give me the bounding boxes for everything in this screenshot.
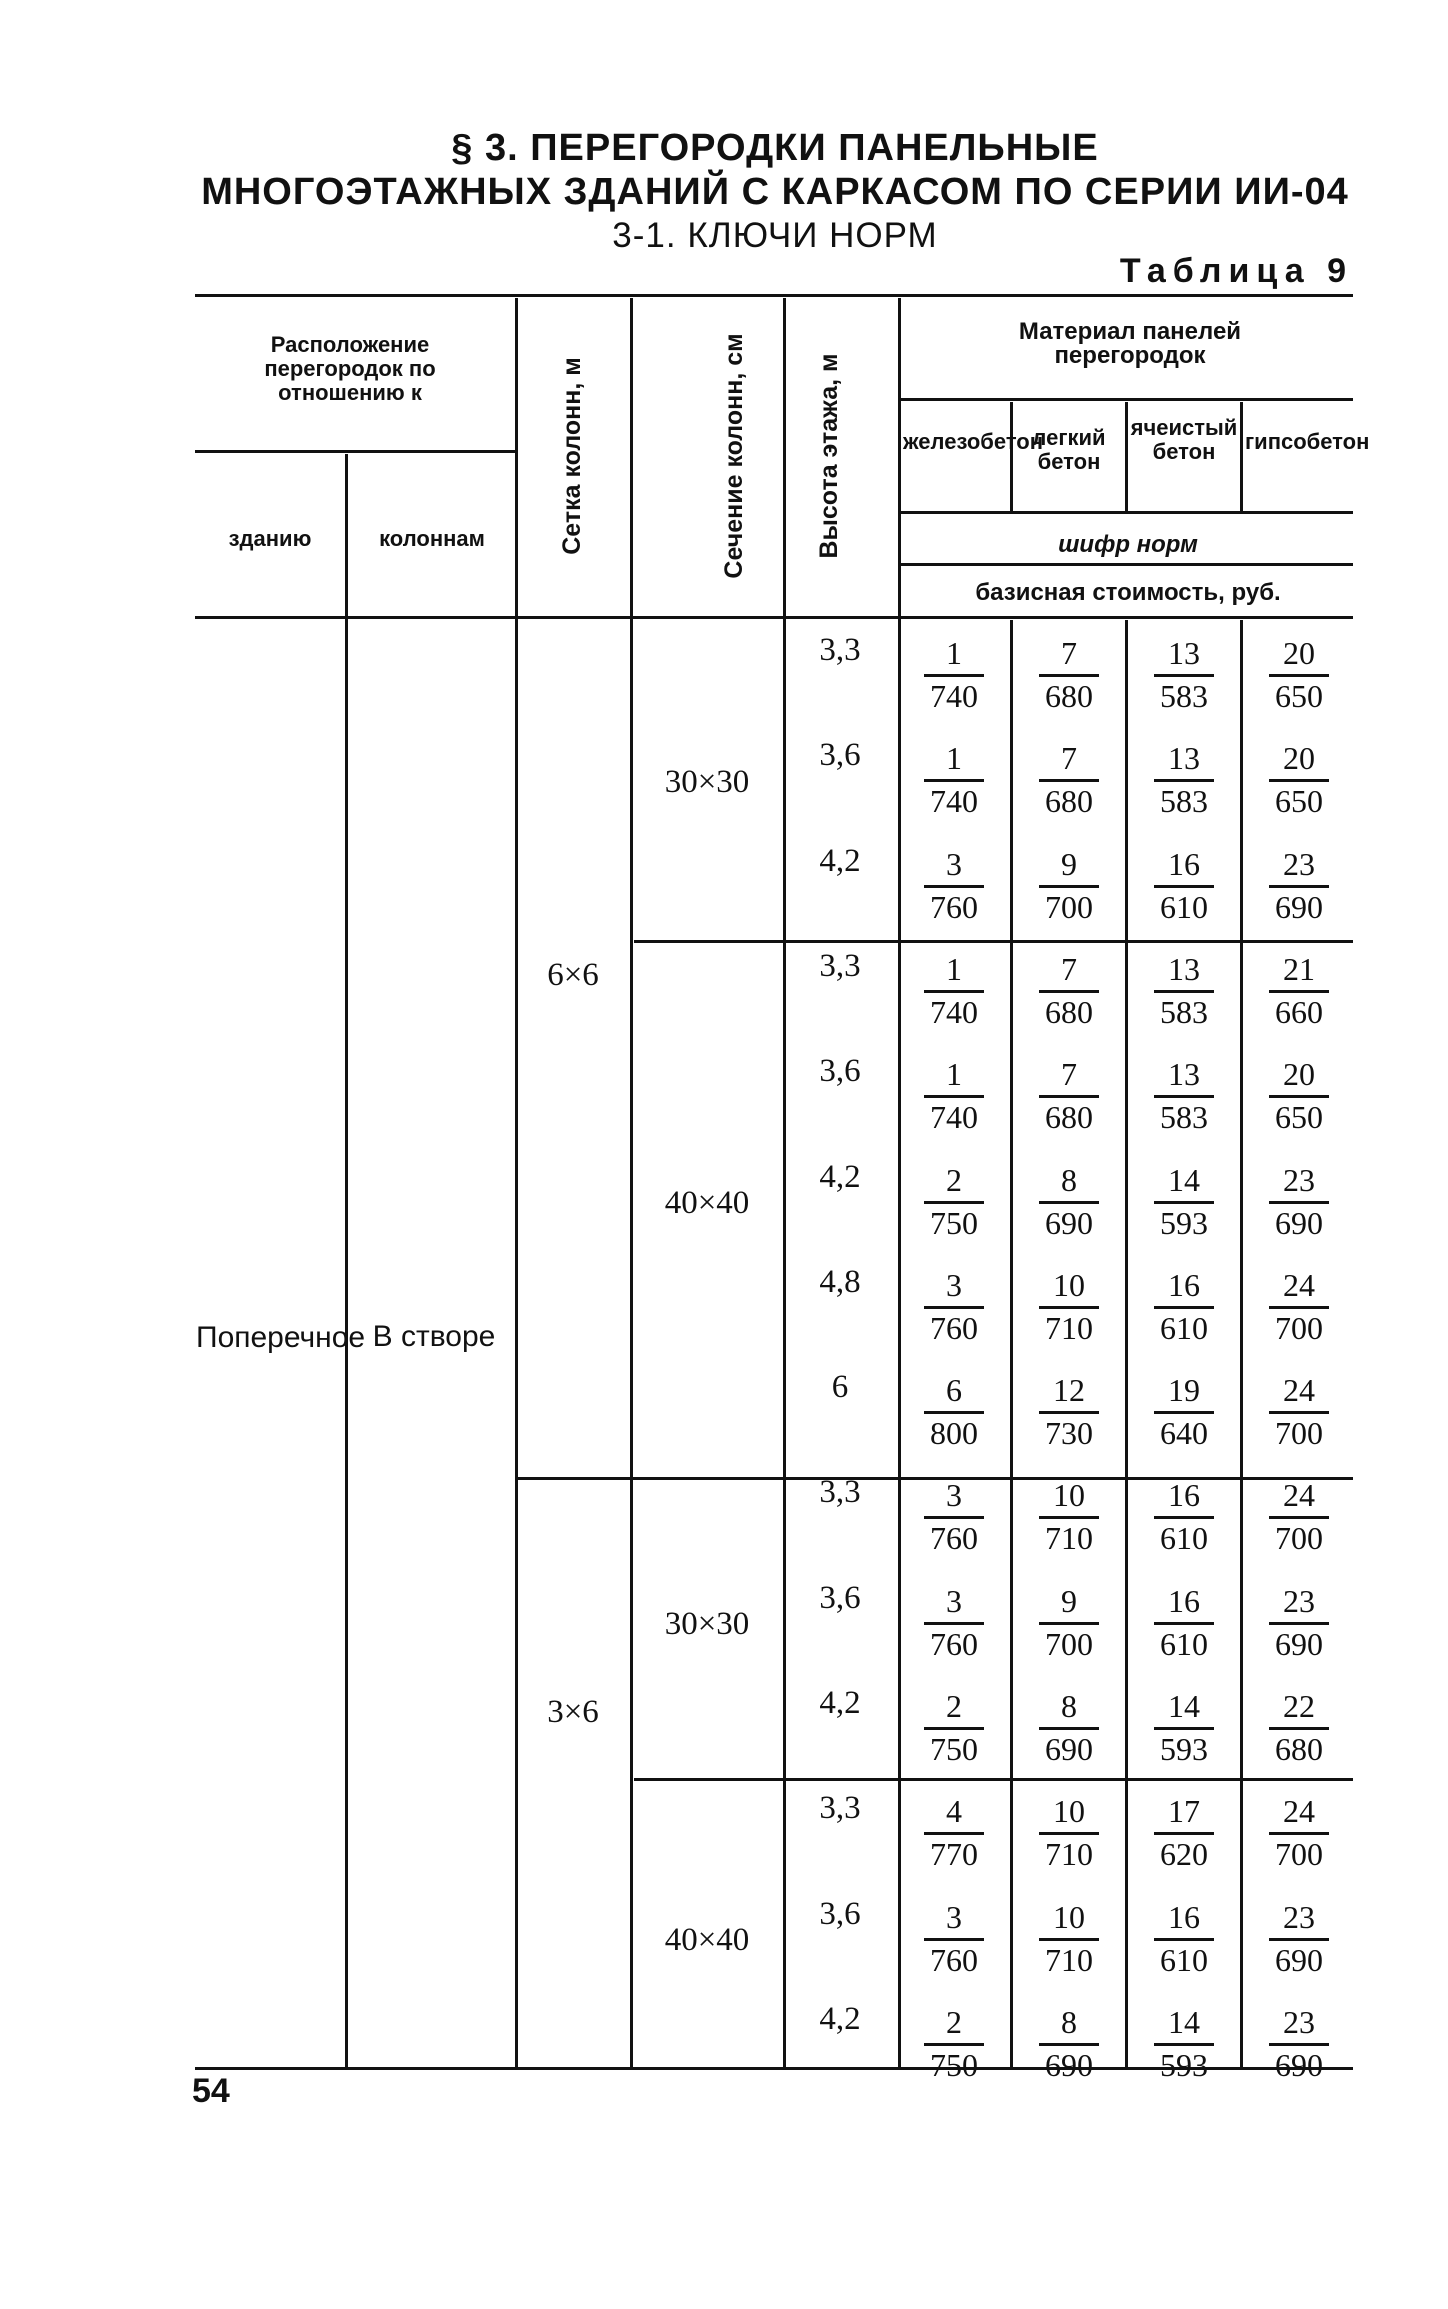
- norm-fraction-cell: [1035, 1268, 1103, 1345]
- base-cost: 610: [1160, 1309, 1208, 1346]
- norm-fraction-cell: [1150, 1163, 1218, 1240]
- mat-body-rule-1: [1010, 620, 1013, 2067]
- norm-fraction-cell: [1265, 1794, 1333, 1871]
- norm-code: 23: [1283, 1161, 1315, 1198]
- norm-fraction-cell: [1265, 952, 1333, 1029]
- norm-fraction-cell: [1150, 2005, 1218, 2082]
- norm-fraction-cell: [920, 1794, 988, 1871]
- base-cost: 680: [1045, 993, 1093, 1030]
- base-cost: 750: [930, 2046, 978, 2083]
- col-rule-columns: [515, 298, 518, 2067]
- norm-fraction-cell: [1265, 636, 1333, 713]
- fraction-bar: [924, 1306, 984, 1309]
- norm-code: 13: [1168, 635, 1200, 671]
- norm-fraction-cell: [1265, 1163, 1333, 1240]
- fraction-bar: [1154, 990, 1214, 993]
- norm-code: 16: [1168, 1898, 1200, 1935]
- norm-fraction-cell: [920, 1900, 988, 1977]
- section-sep-3x6: [634, 1778, 1353, 1781]
- materials-rule: [900, 511, 1353, 514]
- norm-code: 14: [1168, 1688, 1200, 1724]
- floor-height-cell: 3,3: [819, 1790, 861, 1827]
- norm-code: 16: [1168, 845, 1200, 882]
- norm-code: 16: [1168, 1266, 1200, 1303]
- base-cost: 700: [1275, 1836, 1323, 1873]
- fraction-bar: [1039, 1832, 1099, 1835]
- fraction-bar: [1154, 1727, 1214, 1730]
- norm-fraction-cell: [920, 636, 988, 713]
- base-cost: 650: [1275, 1099, 1323, 1136]
- base-cost: 740: [930, 678, 978, 714]
- norm-fraction-cell: [1035, 636, 1103, 713]
- fraction-bar: [1039, 779, 1099, 782]
- norm-fraction-cell: [1150, 1584, 1218, 1661]
- fraction-bar: [1039, 1727, 1099, 1730]
- norm-fraction-cell: [1035, 952, 1103, 1029]
- base-cost: 700: [1275, 1415, 1323, 1452]
- base-cost: 680: [1045, 1099, 1093, 1136]
- fraction-bar: [924, 1832, 984, 1835]
- floor-height-cell: 4,2: [819, 842, 861, 879]
- norm-fraction-cell: [920, 741, 988, 818]
- fraction-bar: [924, 2043, 984, 2046]
- column-section-cell: 30×30: [664, 763, 750, 800]
- section-title-line2: МНОГОЭТАЖНЫХ ЗДАНИЙ С КАРКАСОМ ПО СЕРИИ ИИ-04: [201, 171, 1349, 213]
- fraction-bar: [924, 1516, 984, 1519]
- base-cost: 760: [930, 1941, 978, 1978]
- to-building-header: зданию: [228, 526, 312, 551]
- norm-fraction-cell: [920, 1268, 988, 1345]
- norm-code: 7: [1061, 635, 1077, 671]
- fraction-bar: [1039, 1516, 1099, 1519]
- norm-code: 2: [946, 1688, 962, 1724]
- fraction-bar: [1269, 885, 1329, 888]
- base-cost: 700: [1275, 1520, 1323, 1557]
- base-cost: 640: [1160, 1415, 1208, 1452]
- fraction-bar: [1154, 1832, 1214, 1835]
- fraction-bar: [1154, 1938, 1214, 1941]
- norm-fraction-cell: [920, 952, 988, 1029]
- base-cost: 690: [1275, 2046, 1323, 2083]
- norm-code: 7: [1061, 1056, 1077, 1093]
- norm-code: 4: [946, 1793, 962, 1830]
- fraction-bar: [1154, 2043, 1214, 2046]
- col-rule-height: [898, 298, 901, 2067]
- base-cost: 750: [930, 1204, 978, 1241]
- floor-height-cell: 3,6: [819, 737, 861, 774]
- floor-height-cell: 3,3: [819, 1474, 861, 1511]
- base-cost: 650: [1275, 678, 1323, 714]
- fraction-bar: [924, 779, 984, 782]
- floor-height-cell: 3,3: [819, 947, 861, 984]
- norm-code: 24: [1283, 1793, 1315, 1830]
- fraction-bar: [1039, 885, 1099, 888]
- norm-code: 24: [1283, 1266, 1315, 1303]
- norm-code: 9: [1061, 845, 1077, 882]
- norm-code: 16: [1168, 1477, 1200, 1514]
- base-cost: 710: [1045, 1836, 1093, 1873]
- code-header: шифр норм: [1058, 531, 1198, 558]
- base-cost: 760: [930, 888, 978, 925]
- norm-code: 17: [1168, 1793, 1200, 1830]
- fraction-bar: [924, 674, 984, 677]
- floor-height-cell: 3,6: [819, 1053, 861, 1090]
- base-cost: 690: [1275, 1625, 1323, 1662]
- fraction-bar: [1269, 779, 1329, 782]
- floor-height-cell: 3,6: [819, 1579, 861, 1616]
- fraction-bar: [1039, 674, 1099, 677]
- floor-height-cell: 3,3: [819, 632, 861, 668]
- fraction-bar: [1039, 1622, 1099, 1625]
- norm-fraction-cell: [1035, 741, 1103, 818]
- norm-code: 23: [1283, 1898, 1315, 1935]
- base-cost: 770: [930, 1836, 978, 1873]
- fraction-bar: [1269, 674, 1329, 677]
- base-cost: 583: [1160, 678, 1208, 714]
- norm-fraction-cell: [1265, 1373, 1333, 1450]
- norm-fraction-cell: [920, 1689, 988, 1766]
- norm-fraction-cell: [1035, 1373, 1103, 1450]
- fraction-bar: [1269, 2043, 1329, 2046]
- base-cost: 690: [1045, 1731, 1093, 1767]
- grid-header: Сетка колонн, м: [558, 357, 586, 555]
- floor-height-cell: 4,2: [819, 2000, 861, 2037]
- base-cost: 800: [930, 1415, 978, 1452]
- norm-fraction-cell: [1265, 1584, 1333, 1661]
- norm-code: 9: [1061, 1582, 1077, 1619]
- base-cost: 730: [1045, 1415, 1093, 1452]
- position-header-rule: [195, 450, 515, 453]
- norm-code: 20: [1283, 1056, 1315, 1093]
- norm-fraction-cell: [1035, 1478, 1103, 1555]
- base-cost: 750: [930, 1731, 978, 1767]
- base-cost: 650: [1275, 783, 1323, 820]
- fraction-bar: [1269, 990, 1329, 993]
- base-cost: 610: [1160, 1520, 1208, 1557]
- cost-header: базисная стоимость, руб.: [975, 579, 1281, 606]
- base-cost: 610: [1160, 888, 1208, 925]
- norm-code: 3: [946, 845, 962, 882]
- base-cost: 710: [1045, 1520, 1093, 1557]
- norm-code: 14: [1168, 2003, 1200, 2040]
- norm-code: 20: [1283, 740, 1315, 777]
- norm-code: 7: [1061, 950, 1077, 987]
- fraction-bar: [1154, 1516, 1214, 1519]
- norm-fraction-cell: [1150, 1794, 1218, 1871]
- norm-code: 13: [1168, 1056, 1200, 1093]
- table-label: Таблица 9: [1119, 252, 1353, 290]
- norm-code: 7: [1061, 740, 1077, 777]
- norm-code: 12: [1053, 1372, 1085, 1409]
- norm-fraction-cell: [1150, 847, 1218, 924]
- fraction-bar: [1269, 1727, 1329, 1730]
- norm-code: 3: [946, 1582, 962, 1619]
- norm-fraction-cell: [1035, 847, 1103, 924]
- norm-fraction-cell: [1265, 1478, 1333, 1555]
- fraction-bar: [1269, 1832, 1329, 1835]
- norm-code: 10: [1053, 1477, 1085, 1514]
- fraction-bar: [1154, 1095, 1214, 1098]
- base-cost: 583: [1160, 1099, 1208, 1136]
- norm-fraction-cell: [1150, 1373, 1218, 1450]
- base-cost: 760: [930, 1625, 978, 1662]
- norm-fraction-cell: [1265, 1268, 1333, 1345]
- fraction-bar: [1154, 1201, 1214, 1204]
- norm-code: 8: [1061, 1688, 1077, 1724]
- floor-height-cell: 4,2: [819, 1685, 861, 1721]
- norm-code: 1: [946, 635, 962, 671]
- fraction-bar: [1154, 674, 1214, 677]
- base-cost: 593: [1160, 1204, 1208, 1241]
- column-position-cell: В створе: [372, 1320, 496, 1353]
- norm-code: 19: [1168, 1372, 1200, 1409]
- fraction-bar: [924, 990, 984, 993]
- section-subtitle: 3-1. КЛЮЧИ НОРМ: [612, 216, 938, 255]
- position-header: Расположение перегородок по отношению к: [264, 332, 436, 405]
- base-cost: 690: [1045, 1204, 1093, 1241]
- fraction-bar: [924, 1622, 984, 1625]
- fraction-bar: [1269, 1095, 1329, 1098]
- fraction-bar: [924, 1095, 984, 1098]
- fraction-bar: [1039, 1938, 1099, 1941]
- base-cost: 700: [1045, 888, 1093, 925]
- fraction-bar: [924, 1411, 984, 1414]
- fraction-bar: [1039, 1201, 1099, 1204]
- norm-code: 23: [1283, 845, 1315, 882]
- floor-height-cell: 4,8: [819, 1263, 861, 1300]
- column-grid-cell: 3×6: [547, 1694, 599, 1731]
- norm-fraction-cell: [1265, 1057, 1333, 1134]
- norm-fraction-cell: [1035, 1057, 1103, 1134]
- base-cost: 660: [1275, 993, 1323, 1030]
- column-section-cell: 40×40: [664, 1922, 750, 1959]
- section-title-line1: § 3. ПЕРЕГОРОДКИ ПАНЕЛЬНЫЕ: [451, 127, 1099, 169]
- norm-fraction-cell: [1150, 1057, 1218, 1134]
- base-cost: 593: [1160, 2046, 1208, 2083]
- col-rule-section: [783, 298, 786, 2067]
- norm-fraction-cell: [920, 2005, 988, 2082]
- base-cost: 680: [1045, 678, 1093, 714]
- material-light-header: легкий бетон: [1032, 425, 1106, 474]
- floor-height-cell: 4,2: [819, 1158, 861, 1195]
- norm-fraction-cell: [1265, 1900, 1333, 1977]
- base-cost: 710: [1045, 1309, 1093, 1346]
- mat-body-rule-2: [1125, 620, 1128, 2067]
- fraction-bar: [1154, 779, 1214, 782]
- norm-fraction-cell: [1150, 636, 1218, 713]
- norm-fraction-cell: [920, 1057, 988, 1134]
- norm-fraction-cell: [1150, 952, 1218, 1029]
- mat-rule-3: [1240, 402, 1243, 511]
- section-header: Сечение колонн, см: [720, 333, 748, 579]
- floor-height-cell: 6: [831, 1369, 849, 1406]
- page-number: 54: [192, 2072, 230, 2110]
- base-cost: 690: [1275, 888, 1323, 925]
- base-cost: 610: [1160, 1941, 1208, 1978]
- material-header: Материал панелей перегородок: [1018, 318, 1242, 369]
- base-cost: 710: [1045, 1941, 1093, 1978]
- column-section-cell: 30×30: [664, 1606, 750, 1643]
- fraction-bar: [924, 885, 984, 888]
- norm-code: 1: [946, 1056, 962, 1093]
- fraction-bar: [1039, 2043, 1099, 2046]
- norm-fraction-cell: [1150, 1689, 1218, 1766]
- base-cost: 690: [1275, 1204, 1323, 1241]
- norm-code: 24: [1283, 1477, 1315, 1514]
- norm-fraction-cell: [1265, 2005, 1333, 2082]
- material-header-rule: [900, 398, 1353, 401]
- norm-code: 3: [946, 1477, 962, 1514]
- base-cost: 760: [930, 1520, 978, 1557]
- fraction-bar: [924, 1938, 984, 1941]
- base-cost: 593: [1160, 1731, 1208, 1767]
- base-cost: 700: [1045, 1625, 1093, 1662]
- norm-code: 3: [946, 1266, 962, 1303]
- norm-fraction-cell: [1265, 1689, 1333, 1766]
- norm-code: 22: [1283, 1688, 1315, 1724]
- norm-code: 13: [1168, 950, 1200, 987]
- material-rc-header: железобетон: [903, 429, 1044, 454]
- norm-code: 1: [946, 950, 962, 987]
- section-sep-6x6: [634, 940, 1353, 943]
- norm-code: 23: [1283, 1582, 1315, 1619]
- norm-code: 1: [946, 740, 962, 777]
- base-cost: 583: [1160, 993, 1208, 1030]
- fraction-bar: [1269, 1306, 1329, 1309]
- fraction-bar: [1154, 1411, 1214, 1414]
- fraction-bar: [924, 1201, 984, 1204]
- fraction-bar: [1039, 990, 1099, 993]
- base-cost: 690: [1275, 1941, 1323, 1978]
- norm-fraction-cell: [1035, 1584, 1103, 1661]
- fraction-bar: [1154, 885, 1214, 888]
- norm-fraction-cell: [1035, 1794, 1103, 1871]
- base-cost: 740: [930, 783, 978, 820]
- fraction-bar: [1269, 1411, 1329, 1414]
- norm-code: 21: [1283, 950, 1315, 987]
- norm-fraction-cell: [1265, 847, 1333, 924]
- fraction-bar: [1269, 1938, 1329, 1941]
- norm-code: 14: [1168, 1161, 1200, 1198]
- material-cell-header: ячеистый бетон: [1130, 415, 1238, 464]
- norm-fraction-cell: [1265, 741, 1333, 818]
- norm-code: 2: [946, 1161, 962, 1198]
- base-cost: 740: [930, 1099, 978, 1136]
- norm-fraction-cell: [1150, 1268, 1218, 1345]
- norm-code: 16: [1168, 1582, 1200, 1619]
- table-top-rule: [195, 294, 1353, 297]
- norm-code: 8: [1061, 2003, 1077, 2040]
- fraction-bar: [1154, 1306, 1214, 1309]
- norm-code: 3: [946, 1898, 962, 1935]
- column-section-cell: 40×40: [664, 1185, 750, 1222]
- floor-height-cell: 3,6: [819, 1895, 861, 1932]
- col-rule-building: [345, 454, 348, 2067]
- norm-fraction-cell: [1150, 1478, 1218, 1555]
- column-grid-cell: 6×6: [547, 957, 599, 994]
- norm-fraction-cell: [1035, 2005, 1103, 2082]
- base-cost: 620: [1160, 1836, 1208, 1873]
- norm-code: 8: [1061, 1161, 1077, 1198]
- base-cost: 680: [1045, 783, 1093, 820]
- norm-fraction-cell: [1035, 1900, 1103, 1977]
- fraction-bar: [1039, 1095, 1099, 1098]
- norm-code: 2: [946, 2003, 962, 2040]
- fraction-bar: [1269, 1622, 1329, 1625]
- norm-code: 24: [1283, 1372, 1315, 1409]
- norm-code: 13: [1168, 740, 1200, 777]
- norm-code: 10: [1053, 1793, 1085, 1830]
- height-header: Высота этажа, м: [815, 353, 843, 559]
- to-columns-header: колоннам: [379, 526, 485, 551]
- norm-code: 23: [1283, 2003, 1315, 2040]
- fraction-bar: [1039, 1306, 1099, 1309]
- fraction-bar: [1269, 1201, 1329, 1204]
- norm-fraction-cell: [920, 1478, 988, 1555]
- base-cost: 700: [1275, 1309, 1323, 1346]
- fraction-bar: [1154, 1622, 1214, 1625]
- mat-rule-1: [1010, 402, 1013, 511]
- norm-fraction-cell: [1150, 741, 1218, 818]
- norm-code: 20: [1283, 635, 1315, 671]
- base-cost: 760: [930, 1309, 978, 1346]
- col-rule-grid: [630, 298, 633, 2067]
- norm-fraction-cell: [1150, 1900, 1218, 1977]
- norm-fraction-cell: [920, 847, 988, 924]
- material-gypsum-header: гипсобетон: [1245, 429, 1370, 454]
- mat-rule-2: [1125, 402, 1128, 511]
- base-cost: 583: [1160, 783, 1208, 820]
- header-bottom-rule: [195, 616, 1353, 619]
- fraction-bar: [1039, 1411, 1099, 1414]
- norm-fraction-cell: [920, 1373, 988, 1450]
- base-cost: 610: [1160, 1625, 1208, 1662]
- fraction-bar: [1269, 1516, 1329, 1519]
- norm-fraction-cell: [1035, 1689, 1103, 1766]
- norm-fraction-cell: [920, 1584, 988, 1661]
- mat-body-rule-3: [1240, 620, 1243, 2067]
- building-position-cell: Поперечное: [196, 1321, 366, 1354]
- base-cost: 740: [930, 993, 978, 1030]
- base-cost: 680: [1275, 1731, 1323, 1767]
- base-cost: 690: [1045, 2046, 1093, 2083]
- norm-code: 10: [1053, 1898, 1085, 1935]
- norm-code: 6: [946, 1372, 962, 1409]
- norm-code: 10: [1053, 1266, 1085, 1303]
- code-rule: [900, 563, 1353, 566]
- fraction-bar: [924, 1727, 984, 1730]
- norm-fraction-cell: [1035, 1163, 1103, 1240]
- norm-fraction-cell: [920, 1163, 988, 1240]
